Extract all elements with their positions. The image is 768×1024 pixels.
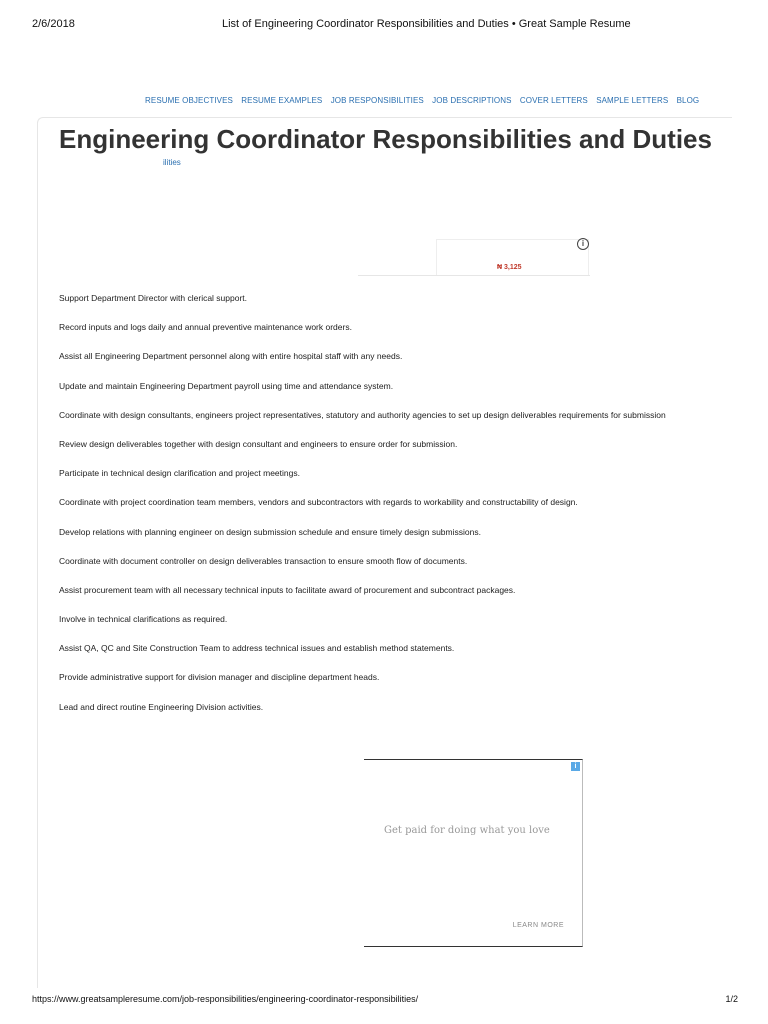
ad-price[interactable]: ₦ 3,125 [497, 264, 522, 271]
list-item: Participate in technical design clarification and project meetings. [59, 468, 300, 479]
list-item: Coordinate with document controller on design deliverables transaction to ensure smooth flow of documents. [59, 555, 468, 566]
list-item: Involve in technical clarifications as required. [59, 614, 228, 625]
list-item: Coordinate with project coordination team members, vendors and subcontractors with regards to workability and constructability of design. [59, 497, 578, 508]
list-item: Update and maintain Engineering Department payroll using time and attendance system. [59, 380, 394, 391]
nav-blog[interactable]: BLOG [676, 96, 700, 105]
print-title: List of Engineering Coordinator Responsibilities and Duties • Great Sample Resume [222, 18, 631, 30]
print-page-number: 1/2 [725, 994, 738, 1004]
ad-headline: Get paid for doing what you love [384, 825, 550, 836]
list-item: Record inputs and logs daily and annual preventive maintenance work orders. [59, 322, 352, 333]
list-item: Provide administrative support for division manager and discipline department heads. [59, 672, 380, 683]
nav-cover-letters[interactable]: COVER LETTERS [519, 96, 588, 105]
list-item: Lead and direct routine Engineering Division activities. [59, 701, 264, 712]
nav-resume-objectives[interactable]: RESUME OBJECTIVES [145, 96, 233, 105]
list-item: Develop relations with planning engineer on design submission schedule and ensure timely design submissions. [59, 526, 481, 537]
list-item: Assist procurement team with all necessary technical inputs to facilitate award of procurement and subcontract packages. [59, 584, 516, 595]
print-url: https://www.greatsampleresume.com/job-responsibilities/engineering-coordinator-responsibilities/ [32, 994, 419, 1004]
ad-info-icon[interactable]: i [577, 238, 589, 250]
list-item: Review design deliverables together with design consultant and engineers to ensure order for submission. [59, 438, 458, 449]
nav-job-descriptions[interactable]: JOB DESCRIPTIONS [432, 96, 512, 105]
print-header [32, 18, 738, 34]
ad-divider [358, 275, 590, 276]
print-footer [32, 994, 738, 1008]
bottom-ad[interactable] [364, 759, 583, 947]
print-date: 2/6/2018 [32, 18, 75, 30]
nav-resume-examples[interactable]: RESUME EXAMPLES [241, 96, 323, 105]
list-item: Coordinate with design consultants, engineers project representatives, statutory and authority agencies to set up design deliverables requirements for submission [59, 409, 666, 420]
list-item: Assist all Engineering Department personnel along with entire hospital staff with any needs. [59, 351, 403, 362]
learn-more-button[interactable]: LEARN MORE [512, 922, 564, 929]
list-item: Assist QA, QC and Site Construction Team to address technical issues and establish method statements. [59, 643, 455, 654]
page-title: Engineering Coordinator Responsibilities and Duties [59, 124, 712, 154]
duties-list [59, 292, 731, 730]
nav-sample-letters[interactable]: SAMPLE LETTERS [596, 96, 669, 105]
breadcrumb-link[interactable]: ilities [163, 158, 181, 167]
nav-job-responsibilities[interactable]: JOB RESPONSIBILITIES [330, 96, 424, 105]
top-nav [145, 96, 705, 105]
ad-choices-icon[interactable]: i [571, 762, 580, 771]
list-item: Support Department Director with clerical support. [59, 293, 248, 303]
